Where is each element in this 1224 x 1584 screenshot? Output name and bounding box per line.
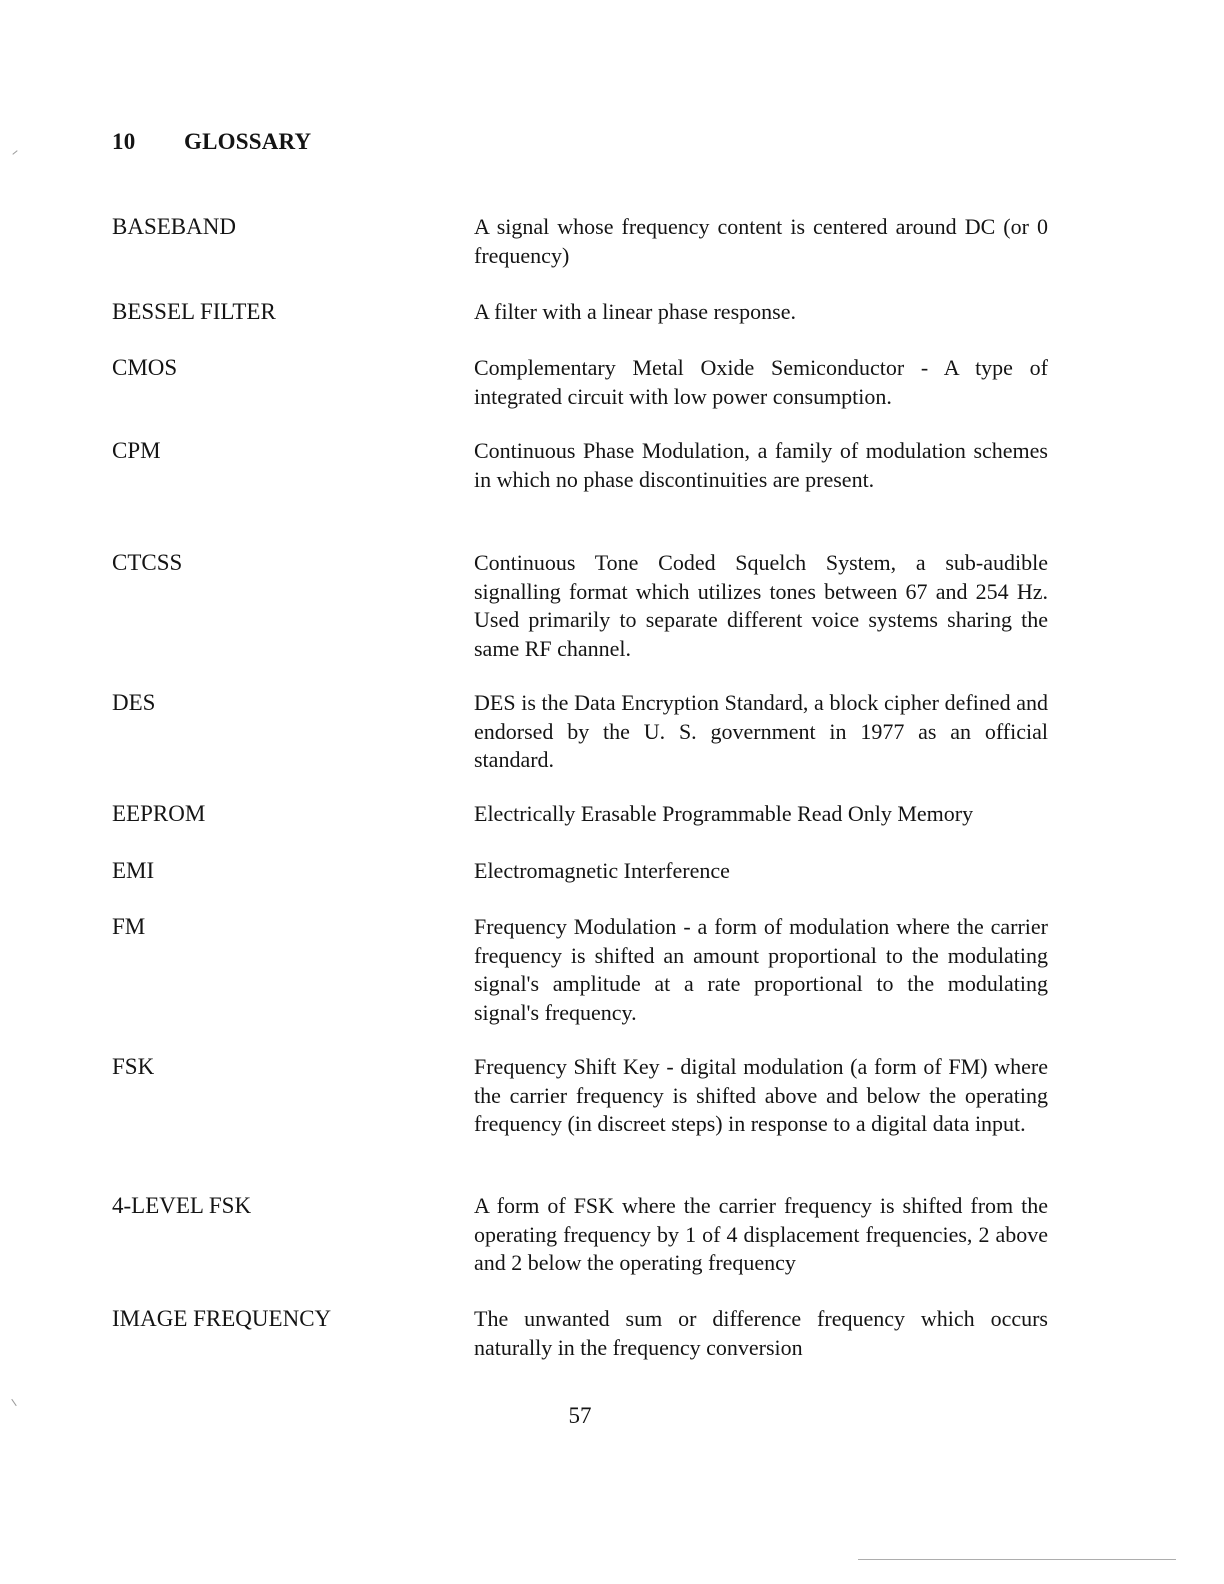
scan-mark (12, 150, 17, 155)
glossary-definition: Frequency Shift Key - digital modulation (a form of FM) where the carrier frequency is shifted above and below the operating frequency (in discreet steps) in response to a digital data input. (474, 1054, 1048, 1136)
glossary-definition: A filter with a linear phase response. (474, 299, 796, 324)
glossary-term: 4-LEVEL FSK (112, 1193, 252, 1218)
glossary-definition: Continuous Tone Coded Squelch System, a sub-audible signalling format which utilizes tones between 67 and 254 Hz. Used primarily to separate different voice systems sharing the same RF channel. (474, 550, 1048, 661)
glossary-term: BASEBAND (112, 214, 236, 239)
glossary-definition: DES is the Data Encryption Standard, a block cipher defined and endorsed by the U. S. government in 1977 as an official standard. (474, 690, 1048, 772)
glossary-definition: Complementary Metal Oxide Semiconductor - A type of integrated circuit with low power consumption. (474, 355, 1048, 409)
glossary-definition: Frequency Modulation - a form of modulation where the carrier frequency is shifted an amount proportional to the modulating signal's amplitude at a rate proportional to the modulating signal's frequency. (474, 914, 1048, 1025)
glossary-definition: Continuous Phase Modulation, a family of modulation schemes in which no phase discontinuities are present. (474, 438, 1048, 492)
glossary-definition: The unwanted sum or difference frequency which occurs naturally in the frequency conversion (474, 1306, 1048, 1360)
section-heading (112, 129, 311, 155)
glossary-term: CTCSS (112, 550, 183, 575)
section-number: 10 (112, 129, 136, 154)
page-number: 57 (568, 1403, 592, 1428)
section-title: GLOSSARY (184, 129, 312, 154)
glossary-definition: A form of FSK where the carrier frequency is shifted from the operating frequency by 1 of 4 displacement frequencies, 2 above and 2 below the operating frequency (474, 1193, 1048, 1275)
glossary-definition: Electromagnetic Interference (474, 858, 730, 883)
glossary-term: CPM (112, 438, 161, 463)
glossary-term: EMI (112, 858, 155, 883)
glossary-term: BESSEL FILTER (112, 299, 276, 324)
glossary-term: IMAGE FREQUENCY (112, 1306, 332, 1331)
glossary-term: FM (112, 914, 146, 939)
glossary-term: DES (112, 690, 156, 715)
glossary-term: FSK (112, 1054, 155, 1079)
glossary-definition: Electrically Erasable Programmable Read Only Memory (474, 801, 974, 826)
scan-edge-line (858, 1559, 1176, 1560)
glossary-term: EEPROM (112, 801, 206, 826)
glossary-definition: A signal whose frequency content is centered around DC (or 0 frequency) (474, 214, 1048, 268)
glossary-term: CMOS (112, 355, 178, 380)
